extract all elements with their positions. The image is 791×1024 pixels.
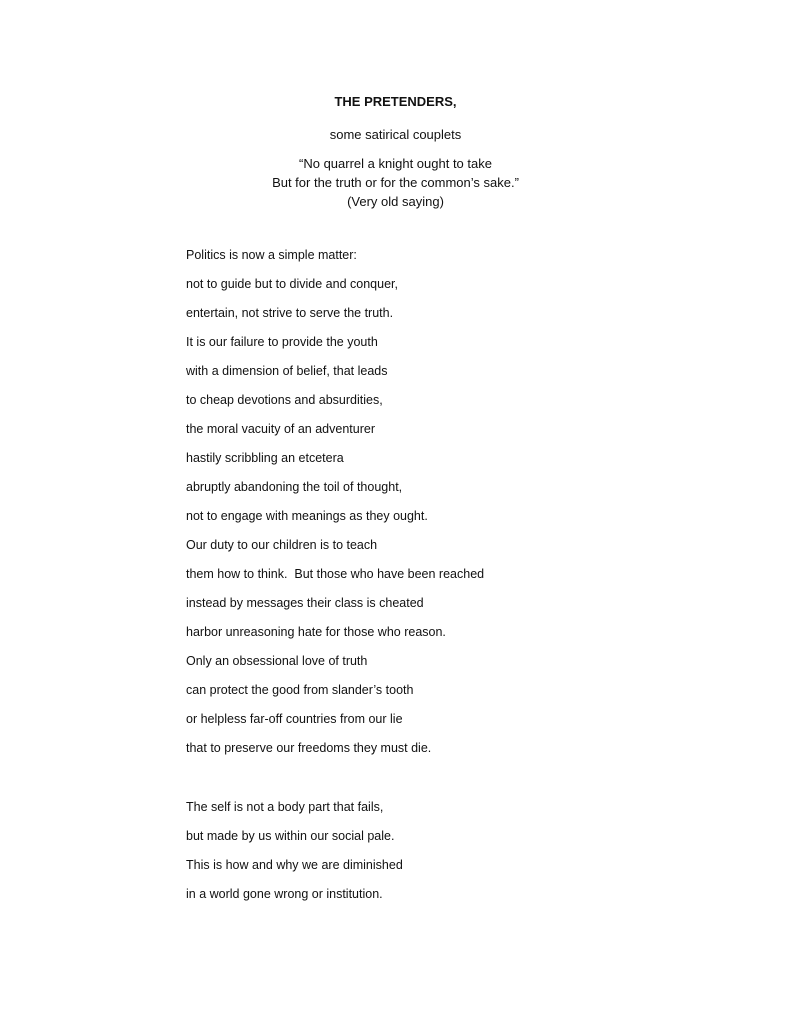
heading-block — [0, 92, 791, 211]
poem-line: Our duty to our children is to teach — [186, 538, 378, 552]
poem-line: that to preserve our freedoms they must die. — [186, 741, 432, 755]
epigraph — [0, 154, 791, 211]
poem-line: This is how and why we are diminished — [186, 858, 403, 872]
poem-line: but made by us within our social pale. — [186, 829, 395, 843]
poem-line: instead by messages their class is cheated — [186, 596, 424, 610]
poem-line: Politics is now a simple matter: — [186, 248, 357, 262]
page-subtitle: some satirical couplets — [329, 127, 462, 142]
poem-line: hastily scribbling an etcetera — [186, 451, 344, 465]
epigraph-line: “No quarrel a knight ought to take — [299, 156, 492, 171]
poem-line: them how to think. But those who have been reached — [186, 567, 485, 581]
poem-line: not to engage with meanings as they ought. — [186, 509, 428, 523]
stanza-2 — [186, 798, 746, 914]
poem-line: with a dimension of belief, that leads — [186, 364, 388, 378]
poem-line: The self is not a body part that fails, — [186, 800, 384, 814]
poem-line: Only an obsessional love of truth — [186, 654, 368, 668]
poem-line: or helpless far-off countries from our lie — [186, 712, 403, 726]
poem-line: entertain, not strive to serve the truth. — [186, 306, 394, 320]
poem-line: the moral vacuity of an adventurer — [186, 422, 375, 436]
page-title: THE PRETENDERS, — [334, 94, 457, 109]
epigraph-line: But for the truth or for the common’s sake.” — [272, 175, 519, 190]
poem-line: in a world gone wrong or institution. — [186, 887, 383, 901]
poem-line: to cheap devotions and absurdities, — [186, 393, 383, 407]
stanza-1 — [186, 246, 746, 768]
poem-line: harbor unreasoning hate for those who reason. — [186, 625, 446, 639]
epigraph-attribution: (Very old saying) — [347, 194, 444, 209]
poem-line: It is our failure to provide the youth — [186, 335, 378, 349]
poem-line: abruptly abandoning the toil of thought, — [186, 480, 403, 494]
poem-line: not to guide but to divide and conquer, — [186, 277, 398, 291]
poem-line: can protect the good from slander’s tooth — [186, 683, 414, 697]
